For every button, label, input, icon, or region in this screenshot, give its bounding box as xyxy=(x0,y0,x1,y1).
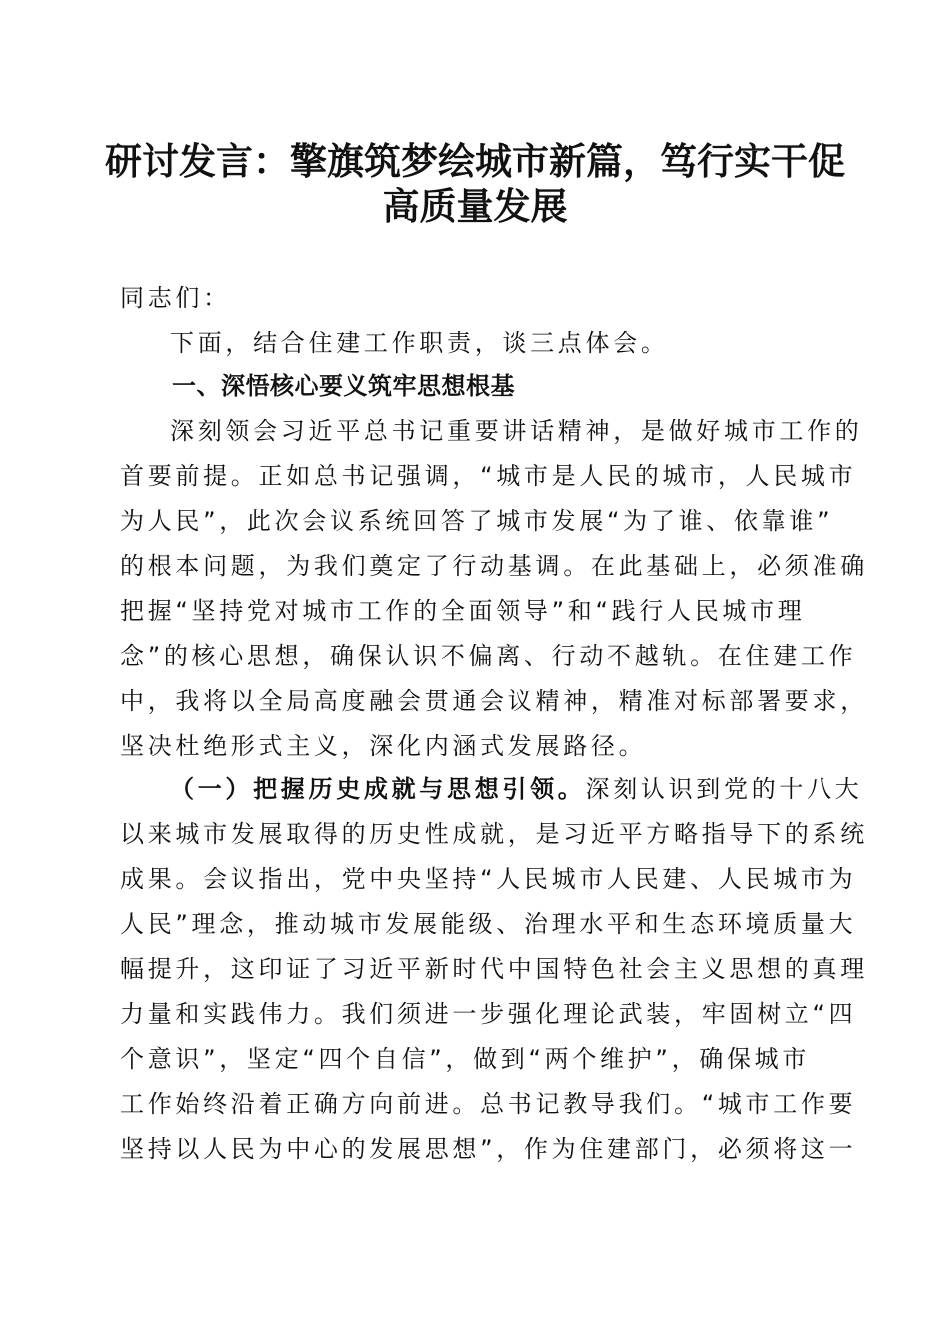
paragraph-line: 把握“坚持党对城市工作的全面领导”和“践行人民城市理 xyxy=(120,597,806,625)
paragraph-line: 力量和实践伟力。我们须进一步强化理论武装，牢固树立“四 xyxy=(120,1000,857,1028)
paragraph-line: 坚决杜绝形式主义，深化内涵式发展路径。 xyxy=(120,732,647,760)
document-title-line-2: 高质量发展 xyxy=(382,184,568,228)
paragraph-line: 工作始终沿着正确方向前进。总书记教导我们。“城市工作要 xyxy=(120,1090,857,1118)
document-title-line-1: 研讨发言：擎旗筑梦绘城市新篇，笃行实干促 xyxy=(105,139,845,183)
salutation: 同志们： xyxy=(120,284,231,312)
paragraph-line: 个意识”，坚定“四个自信”，做到“两个维护”，确保城市 xyxy=(120,1045,811,1073)
paragraph-first-line xyxy=(170,774,890,804)
paragraph-line: 中，我将以全局高度融会贯通会议精神，精准对标部署要求， xyxy=(120,687,868,715)
section-heading-1: 一、深悟核心要义筑牢思想根基 xyxy=(172,372,515,400)
subsection-heading-1: （一）把握历史成就与思想引领。 xyxy=(170,775,586,803)
intro-paragraph: 下面，结合住建工作职责，谈三点体会。 xyxy=(170,329,669,357)
paragraph-line: 的根本问题，为我们奠定了行动基调。在此基础上，必须准确 xyxy=(120,552,868,580)
paragraph-line: 念”的核心思想，确保认识不偏离、行动不越轨。在住建工作 xyxy=(120,642,857,670)
paragraph-text: 深刻认识到党的十八大 xyxy=(585,775,863,803)
paragraph-line: 深刻领会习近平总书记重要讲话精神，是做好城市工作的 xyxy=(170,417,863,445)
paragraph-line: 以来城市发展取得的历史性成就，是习近平方略指导下的系统 xyxy=(120,820,868,848)
paragraph-line: 成果。会议指出，党中央坚持“人民城市人民建、人民城市为 xyxy=(120,865,857,893)
paragraph-line: 人民”理念，推动城市发展能级、治理水平和生态环境质量大 xyxy=(120,910,857,938)
paragraph-line: 首要前提。正如总书记强调，“城市是人民的城市，人民城市 xyxy=(120,462,857,490)
paragraph-line: 为人民”，此次会议系统回答了城市发展“为了谁、依靠谁” xyxy=(120,507,834,535)
paragraph-line: 幅提升，这印证了习近平新时代中国特色社会主义思想的真理 xyxy=(120,955,868,983)
paragraph-line: 坚持以人民为中心的发展思想”，作为住建部门，必须将这一 xyxy=(120,1135,857,1163)
